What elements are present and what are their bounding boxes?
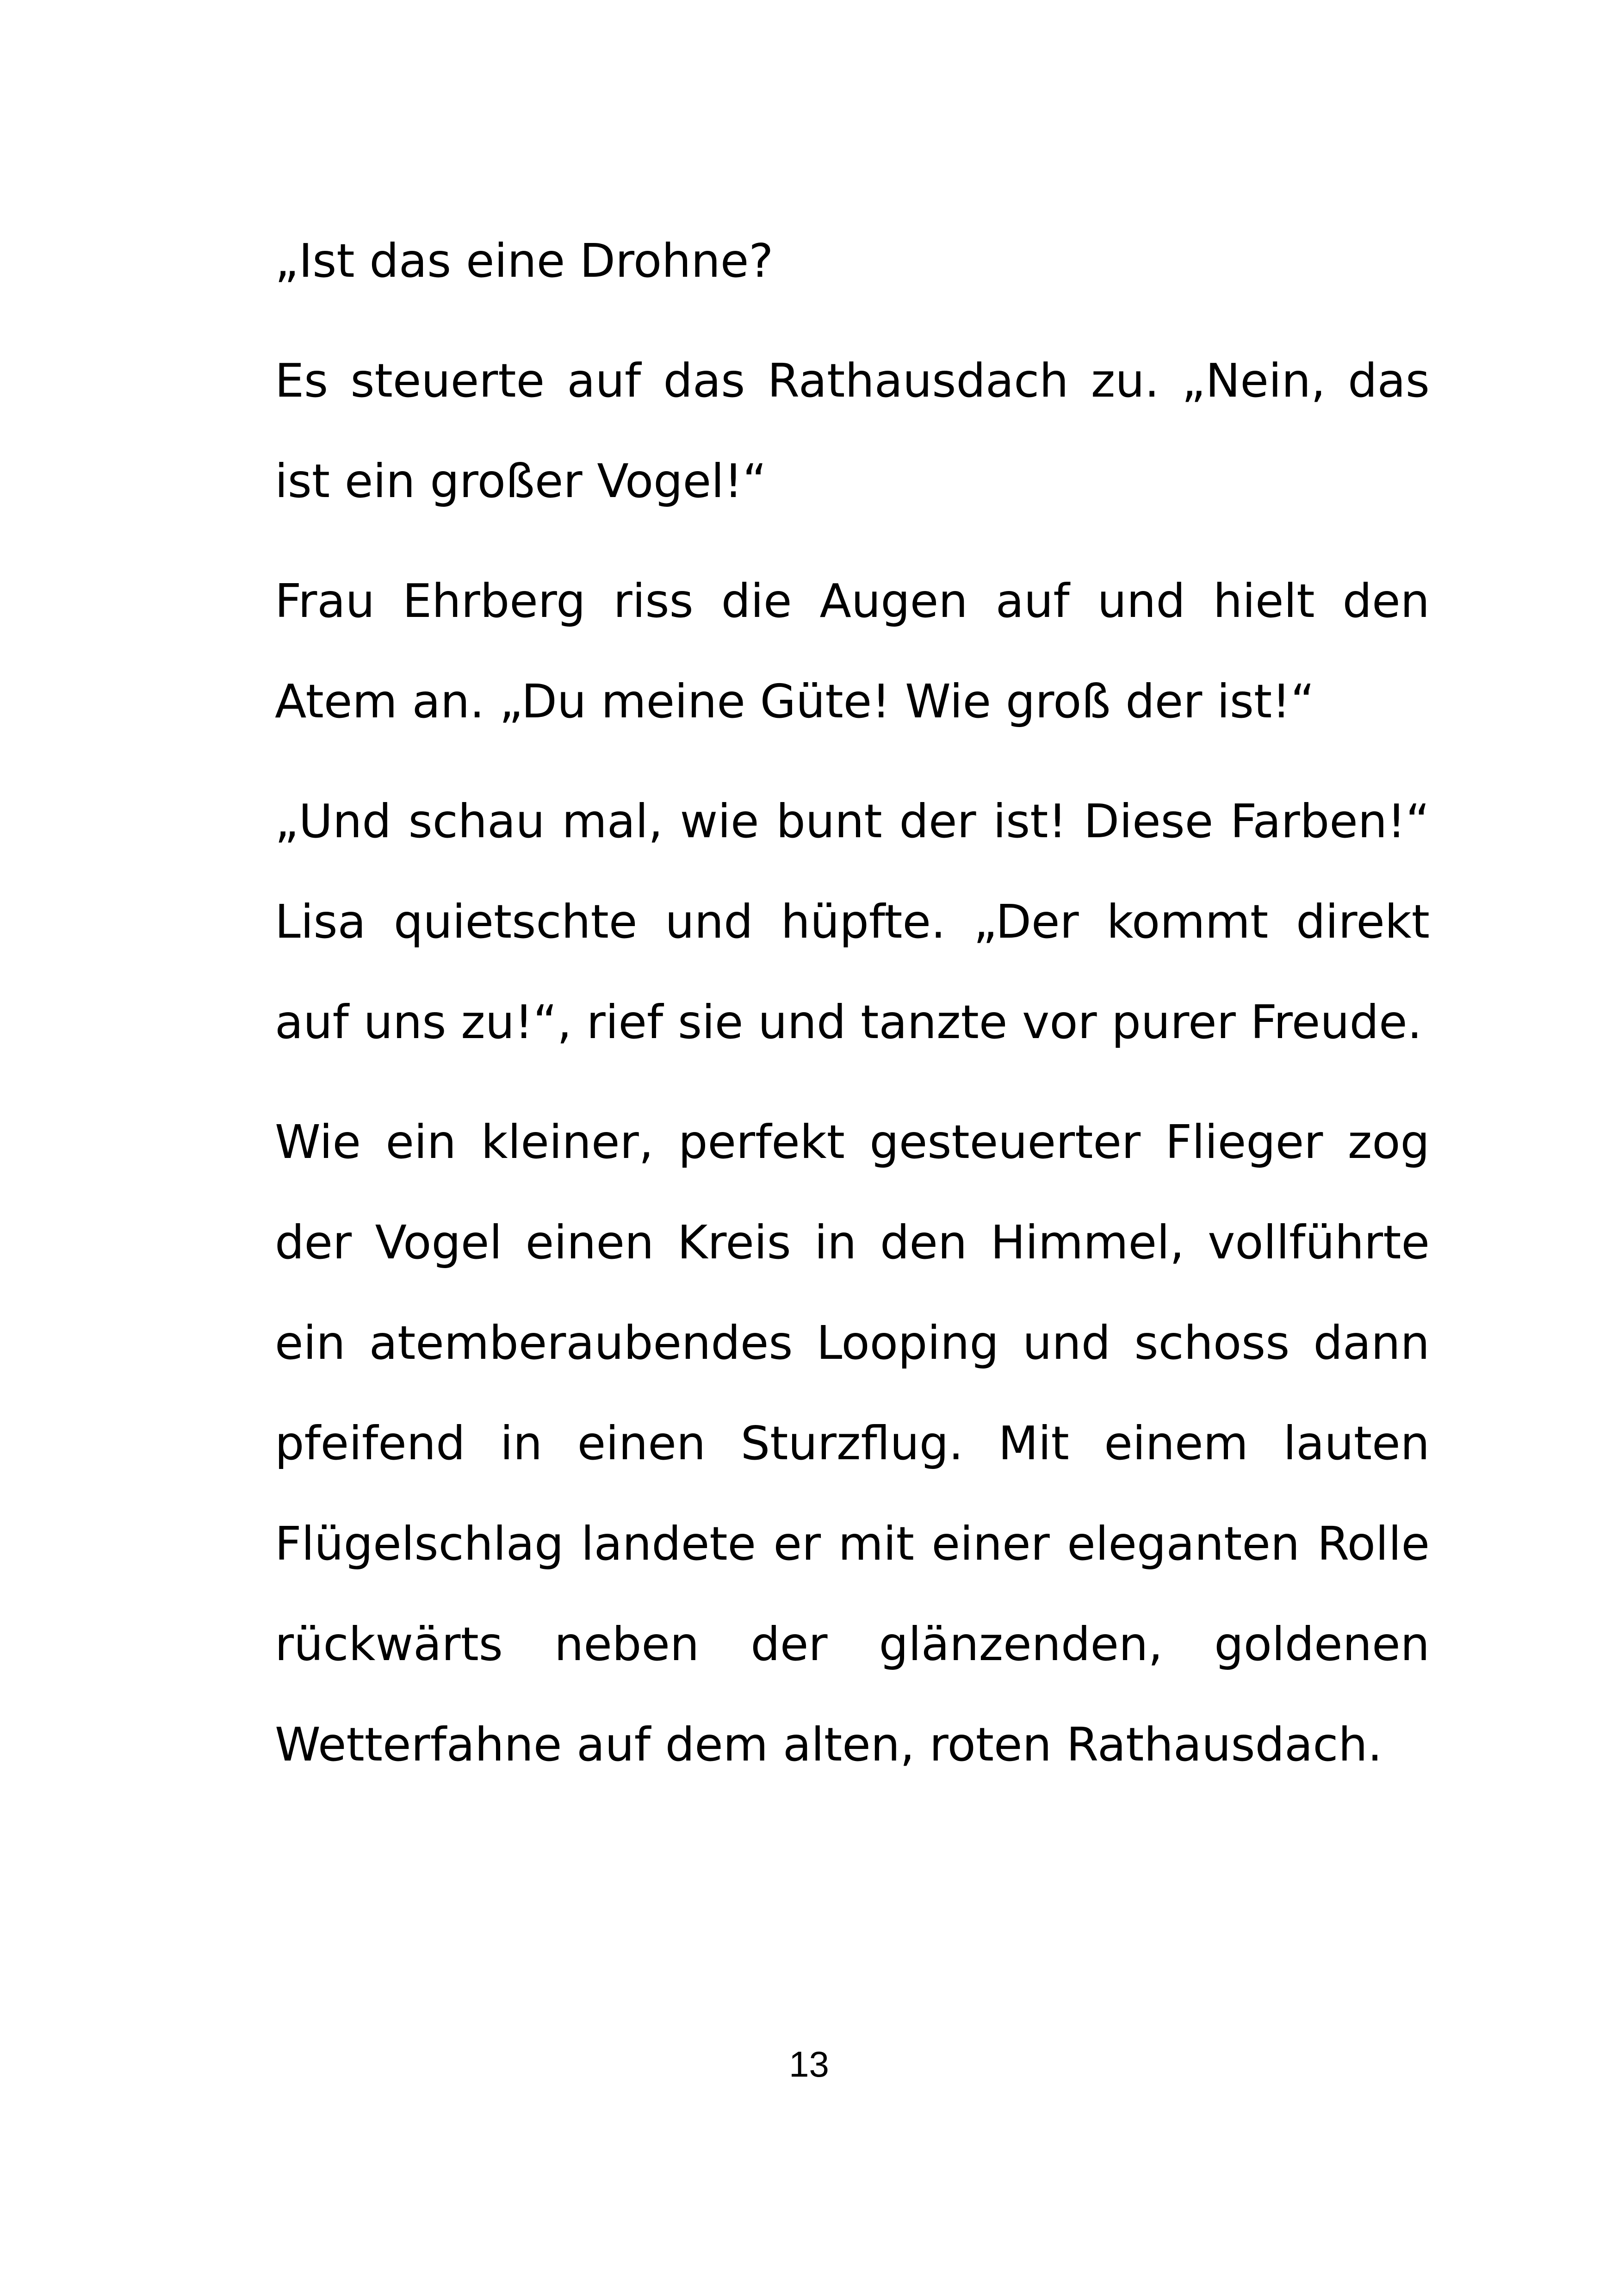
page-number: 13: [789, 2044, 829, 2084]
paragraph-bird-landing: Wie ein kleiner, perfekt gesteuerter Flieger zog der Vogel einen Kreis in den Himmel, vollführte ein atemberaubendes Looping und schoss dann pfeifend in einen Sturzflug. Mit einem lauten Flügelschlag landete er mit einer eleganten Rolle rückwärts neben der glänzenden, goldenen Wetterfahne auf dem alten, roten Rathausdach.: [275, 1115, 1430, 1772]
paragraph-frau-ehrberg: Frau Ehrberg riss die Augen auf und hielt den Atem an. „Du meine Güte! Wie groß der ist!“: [275, 574, 1430, 728]
story-text: [275, 211, 1430, 1814]
paragraph-lisa: „Und schau mal, wie bunt der ist! Diese Farben!“ Lisa quietschte und hüpfte. „Der kommt direkt auf uns zu!“, rief sie und tanzte vor purer Freude.: [275, 794, 1430, 1049]
paragraph-big-bird: Es steuerte auf das Rathausdach zu. „Nein, das ist ein großer Vogel!“: [275, 354, 1430, 508]
paragraph-drone-question: „Ist das eine Drohne?: [275, 234, 774, 288]
